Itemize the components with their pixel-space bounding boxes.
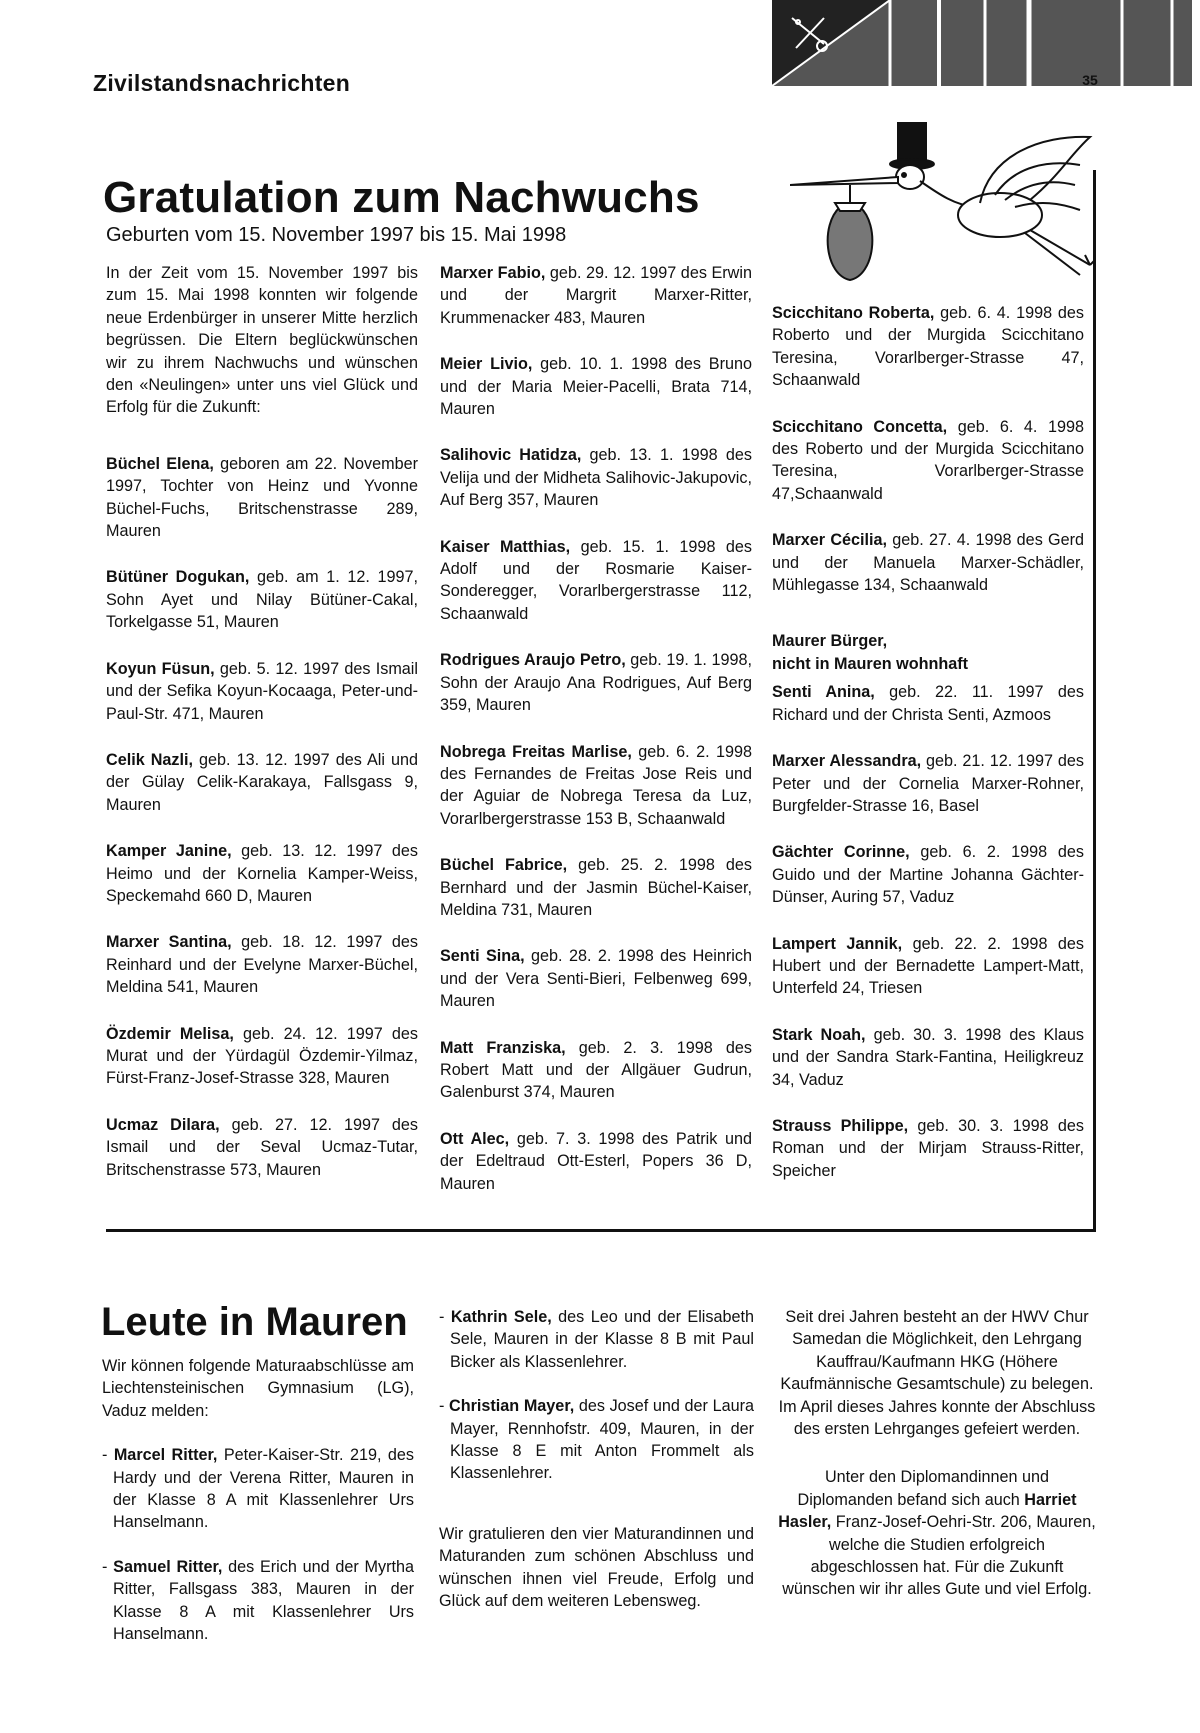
hwv-text: Seit drei Jahren besteht an der HWV Chur Samedan die Möglichkeit, den Lehrgang Kauffrau/Kaufmann HKG (Höhere Kaufmännische Gesamtschule) zu belegen. Im April dieses Jahres konnte der Abschluss des ersten Lehrganges gefeiert werden. — [778, 1308, 1096, 1439]
leute-column-1 — [102, 1355, 414, 1667]
stork-illustration — [790, 115, 1095, 305]
not-resident-heading: Maurer Bürger, nicht in Mauren wohnhaft — [772, 632, 969, 673]
birth-entry: Kaiser Matthias, geb. 15. 1. 1998 des Adolf und der Rosmarie Kaiser-Sonderegger, Vorarlbergerstrasse 112, Schaanwald — [440, 537, 752, 623]
birth-entry: Koyun Füsun, geb. 5. 12. 1997 des Ismail und der Sefika Koyun-Kocaaga, Peter-und-Paul-Str. 471, Mauren — [106, 659, 419, 723]
diploma-text: Unter den Diplomandinnen und Diplomanden befand sich auch Harriet Hasler, Franz-Josef-Oehri-Str. 206, Mauren, welche die Studien erfolgreich abgeschlossen hat. Für die Zukunft wünschen wir ihr alles Gute und viel Erfolg. — [778, 1468, 1096, 1599]
birth-entry: Büchel Fabrice, geb. 25. 2. 1998 des Bernhard und der Jasmin Büchel-Kaiser, Meldina 731, Mauren — [440, 856, 753, 919]
graduate-item: - Marcel Ritter, Peter-Kaiser-Str. 219, des Hardy und der Verena Ritter, Mauren in der Klasse 8 A mit Klassenlehrer Urs Hanselmann. — [102, 1446, 414, 1532]
page-number: 35 — [1082, 72, 1098, 88]
births-intro: In der Zeit vom 15. November 1997 bis zum 15. Mai 1998 konnten wir folgende neue Erdenbürger in unserer Mitte herzlich begrüssen. Die Eltern beglückwünschen wir zu ihrem Nachwuchs und wünschen den «Neulingen» unter uns viel Glück und Erfolg für die Zukunft: — [106, 264, 418, 417]
birth-entry: Scicchitano Concetta, geb. 6. 4. 1998 des Roberto und der Murgida Scicchitano Teresina, Vorarlberger-Strasse 47,Schaanwald — [772, 417, 1084, 503]
births-column-3 — [772, 302, 1084, 1206]
leute-column-2 — [439, 1306, 754, 1634]
birth-entry: Marxer Alessandra, geb. 21. 12. 1997 des Peter und der Cornelia Marxer-Rohner, Burgfelder-Strasse 16, Basel — [772, 752, 1085, 815]
births-column-2 — [440, 262, 752, 1219]
birth-entry: Ucmaz Dilara, geb. 27. 12. 1997 des Ismail und der Seval Ucmaz-Tutar, Britschenstrasse 573, Mauren — [106, 1115, 418, 1179]
birth-entry: Marxer Cécilia, geb. 27. 4. 1998 des Gerd und der Manuela Marxer-Schädler, Mühlegasse 134, Schaanwald — [772, 531, 1084, 595]
birth-entry: Salihovic Hatidza, geb. 13. 1. 1998 des Velija und der Midheta Salihovic-Jakupovic, Auf Berg 357, Mauren — [440, 446, 752, 510]
birth-entry: Marxer Santina, geb. 18. 12. 1997 des Reinhard und der Evelyne Marxer-Büchel, Meldina 541, Mauren — [106, 933, 418, 997]
box-border-bottom — [106, 1229, 1096, 1232]
leute-title: Leute in Mauren — [101, 1300, 408, 1344]
birth-entry: Nobrega Freitas Marlise, geb. 6. 2. 1998 des Fernandes de Freitas Jose Reis und der Aguiar de Nobrega Teresa da Luz, Vorarlbergerstrasse 153 B, Schaanwald — [440, 742, 752, 828]
birth-entry: Büchel Elena, geboren am 22. November 1997, Tochter von Heinz und Yvonne Büchel-Fuchs, Britschenstrasse 289, Mauren — [106, 454, 419, 541]
box-border-right — [1093, 170, 1096, 1232]
birth-entry: Senti Sina, geb. 28. 2. 1998 des Heinrich und der Vera Senti-Bieri, Felbenweg 699, Mauren — [440, 947, 752, 1011]
leute-column-3 — [777, 1306, 1097, 1623]
birth-entry: Rodrigues Araujo Petro, geb. 19. 1. 1998, Sohn der Araujo Ana Rodrigues, Auf Berg 359, Mauren — [440, 651, 752, 715]
birth-entry: Bütüner Dogukan, geb. am 1. 12. 1997, Sohn Ayet und Nilay Bütüner-Cakal, Torkelgasse 51, Mauren — [106, 568, 418, 632]
graduate-item: - Samuel Ritter, des Erich und der Myrtha Ritter, Fallsgass 383, Mauren in der Klasse 8 A mit Klassenlehrer Urs Hanselmann. — [102, 1557, 415, 1644]
birth-entry: Kamper Janine, geb. 13. 12. 1997 des Heimo und der Kornelia Kamper-Weiss, Speckemahd 660 D, Mauren — [106, 842, 418, 905]
section-label: Zivilstandsnachrichten — [93, 70, 351, 96]
birth-entry: Marxer Fabio, geb. 29. 12. 1997 des Erwin und der Margrit Marxer-Ritter, Krummenacker 483, Mauren — [440, 264, 752, 327]
birth-entry: Özdemir Melisa, geb. 24. 12. 1997 des Murat und der Yürdagül Özdemir-Yilmaz, Fürst-Franz-Josef-Strasse 328, Mauren — [106, 1024, 419, 1088]
births-column-1 — [106, 262, 418, 1205]
birth-entry: Gächter Corinne, geb. 6. 2. 1998 des Guido und der Martine Johanna Gächter-Dünser, Auring 57, Vaduz — [772, 843, 1084, 907]
birth-entry: Matt Franziska, geb. 2. 3. 1998 des Robert Matt und der Allgäuer Gudrun, Galenburst 374, Mauren — [440, 1038, 752, 1102]
birth-entry: Lampert Jannik, geb. 22. 2. 1998 des Hubert und der Bernadette Lampert-Matt, Unterfeld 24, Triesen — [772, 934, 1084, 998]
birth-entry: Senti Anina, geb. 22. 11. 1997 des Richard und der Christa Senti, Azmoos — [772, 683, 1084, 724]
graduate-item: - Kathrin Sele, des Leo und der Elisabeth Sele, Mauren in der Klasse 8 B mit Paul Bicker als Klassenlehrer. — [439, 1308, 754, 1371]
birth-entry: Stark Noah, geb. 30. 3. 1998 des Klaus und der Sandra Stark-Fantina, Heiligkreuz 34, Vaduz — [772, 1025, 1084, 1089]
page-subtitle: Geburten vom 15. November 1997 bis 15. Mai 1998 — [106, 224, 567, 246]
page-title: Gratulation zum Nachwuchs — [103, 173, 700, 222]
birth-entry: Strauss Philippe, geb. 30. 3. 1998 des Roman und der Mirjam Strauss-Ritter, Speicher — [772, 1116, 1084, 1180]
header-bar-graphic — [772, 0, 1200, 92]
birth-entry: Meier Livio, geb. 10. 1. 1998 des Bruno und der Maria Meier-Pacelli, Brata 714, Mauren — [440, 355, 752, 419]
congrats-text: Wir gratulieren den vier Maturandinnen und Maturanden zum schönen Abschluss und wünschen ihnen viel Freude, Erfolg und Glück auf dem weiteren Lebensweg. — [439, 1524, 754, 1611]
birth-entry: Scicchitano Roberta, geb. 6. 4. 1998 des Roberto und der Murgida Scicchitano Teresina, Vorarlberger-Strasse 47, Schaanwald — [772, 304, 1084, 390]
graduate-item: - Christian Mayer, des Josef und der Laura Mayer, Rennhofstr. 409, Mauren, in der Klasse 8 E mit Anton Frommelt als Klassenlehrer. — [439, 1397, 754, 1483]
leute-intro: Wir können folgende Maturaabschlüsse am Liechtensteinischen Gymnasium (LG), Vaduz melden: — [102, 1357, 414, 1420]
birth-entry: Celik Nazli, geb. 13. 12. 1997 des Ali und der Gülay Celik-Karakaya, Fallsgass 9, Mauren — [106, 750, 418, 814]
birth-entry: Ott Alec, geb. 7. 3. 1998 des Patrik und der Edeltraud Ott-Esterl, Popers 36 D, Mauren — [440, 1129, 752, 1193]
